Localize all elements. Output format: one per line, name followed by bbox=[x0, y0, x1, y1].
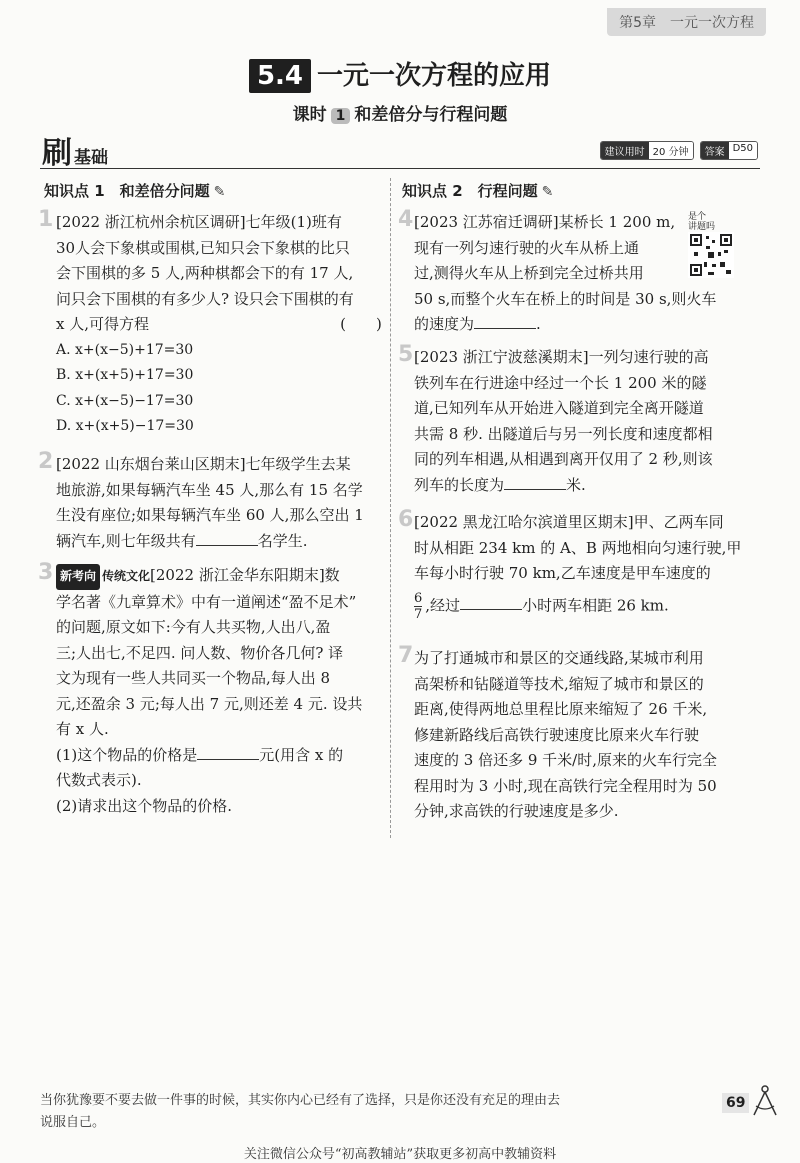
chapter-header: 第5章 一元一次方程 bbox=[607, 8, 766, 36]
q3-line: 代数式表示). bbox=[56, 771, 142, 789]
question-number-2: 2 bbox=[38, 449, 54, 474]
q3-text: [2022 浙江金华东阳期末]数 bbox=[150, 566, 340, 584]
q3-text: 元(用含 x 的 bbox=[259, 745, 344, 764]
option-b: B. x+(x+5)+17=30 bbox=[56, 367, 194, 383]
q3-first-line bbox=[56, 563, 386, 590]
q7-line: 为了打通城市和景区的交通线路,某城市利用 bbox=[414, 649, 704, 667]
q7-line: 高架桥和钻隧道等技术,缩短了城市和景区的 bbox=[414, 674, 704, 693]
q4-line: 过,测得火车从上桥到完全过桥共用 bbox=[414, 264, 644, 282]
q1-line: 问只会下围棋的有多少人? 设只会下围棋的有 bbox=[56, 289, 354, 308]
answer-blank bbox=[197, 745, 259, 760]
promo-line: 关注微信公众号“初高教辅站”获取更多初高中教辅资料 bbox=[243, 1147, 557, 1162]
q7-line: 距离,使得两地总里程比原来缩短了 26 千米, bbox=[414, 700, 708, 718]
q2-line: 地旅游,如果每辆汽车坐 45 人,那么有 15 名学 bbox=[56, 480, 363, 499]
q5-line: 同的列车相遇,从相遇到离开仅用了 2 秒,则该 bbox=[414, 450, 713, 468]
answer-label: 答案 bbox=[701, 142, 729, 159]
question-4 bbox=[414, 210, 744, 338]
question-number-5: 5 bbox=[398, 342, 414, 367]
time-label: 建议用时 bbox=[601, 142, 649, 159]
answer-blank bbox=[474, 314, 536, 329]
q1-line: 会下围棋的多 5 人,两种棋都会下的有 17 人, bbox=[56, 264, 354, 282]
q7-line: 速度的 3 倍还多 9 千米/时,原来的火车行完全 bbox=[414, 751, 717, 769]
section-number: 5.4 bbox=[249, 59, 311, 93]
knowledge-point-1 bbox=[44, 180, 225, 201]
time-box bbox=[600, 141, 694, 160]
q2-text: 辆汽车,则七年级共有 bbox=[56, 531, 196, 550]
qr-label-1: 是个 bbox=[688, 212, 707, 222]
q3-line: 的问题,原文如下:今有人共买物,人出八,盈 bbox=[56, 618, 331, 636]
meta-info bbox=[600, 141, 758, 160]
level-heading bbox=[42, 128, 108, 172]
q7-line: 程用时为 3 小时,现在高铁行完全程用时为 50 bbox=[414, 776, 717, 795]
qr-label-2: 讲题吗 bbox=[688, 222, 716, 232]
question-3 bbox=[56, 563, 386, 819]
q2-line: [2022 山东烟台莱山区期末]七年级学生去某 bbox=[56, 455, 351, 473]
answer-blank bbox=[504, 475, 566, 490]
answer-blank bbox=[460, 595, 522, 610]
question-7 bbox=[414, 646, 754, 825]
quote-line: 当你犹豫要不要去做一件事的时候，其实你内心已经有了选择，只是你还没有充足的理由去 bbox=[40, 1093, 561, 1108]
q2-last-line bbox=[56, 529, 386, 555]
kp2-title: 知识点 2 行程问题 bbox=[402, 182, 538, 200]
quote-line: 说服自己。 bbox=[40, 1115, 106, 1130]
answer-box bbox=[700, 141, 758, 160]
option-c: C. x+(x−5)−17=30 bbox=[56, 392, 194, 409]
q5-line: 道,已知列车从开始进入隧道到完全离开隧道 bbox=[414, 399, 704, 417]
q3-line: 元,还盈余 3 元;每人出 7 元,则还差 4 元. 设共 bbox=[56, 694, 363, 713]
q7-line: 修建新路线后高铁行驶速度比原来火车行驶 bbox=[414, 725, 700, 744]
new-trend-tag: 新考向 bbox=[56, 564, 100, 590]
q6-text: ,经过 bbox=[425, 596, 461, 614]
pencil-icon: ✎ bbox=[213, 184, 226, 200]
q5-text: 列车的长度为 bbox=[414, 475, 505, 494]
time-value: 20 分钟 bbox=[649, 142, 693, 159]
lesson-title bbox=[0, 100, 800, 125]
section-title-text: 一元一次方程的应用 bbox=[317, 61, 552, 91]
question-5 bbox=[414, 345, 754, 498]
q4-line: [2023 江苏宿迁调研]某桥长 1 200 m, bbox=[414, 213, 676, 231]
q3-text: (1)这个物品的价格是 bbox=[56, 745, 198, 764]
answer-blank bbox=[196, 531, 258, 546]
q5-last-line bbox=[414, 473, 754, 499]
pencil-icon: ✎ bbox=[541, 184, 554, 200]
q6-line: 车每小时行驶 70 km,乙车速度是甲车速度的 bbox=[414, 564, 711, 582]
q3-sub1 bbox=[56, 743, 386, 769]
header-rule bbox=[40, 168, 760, 169]
question-number-1: 1 bbox=[38, 207, 54, 232]
lesson-title-text: 和差倍分与行程问题 bbox=[354, 105, 508, 125]
q1-last-line bbox=[56, 312, 386, 338]
q5-line: 共需 8 秒. 出隧道后与另一列长度和速度都相 bbox=[414, 424, 713, 443]
option-d: D. x+(x+5)−17=30 bbox=[56, 418, 194, 434]
q2-text: 名学生. bbox=[257, 531, 308, 550]
q3-line: 文为现有一些人共同买一个物品,每人出 8 bbox=[56, 669, 331, 687]
q3-line: 三;人出七,不足四. 问人数、物价各几何? 译 bbox=[56, 643, 344, 662]
kp1-title: 知识点 1 和差倍分问题 bbox=[44, 182, 210, 200]
level-label: 基础 bbox=[74, 148, 108, 168]
q4-line: 现有一列匀速行驶的火车从桥上通 bbox=[414, 238, 640, 257]
q1-line: 30人会下象棋或围棋,已知只会下象棋的比只 bbox=[56, 238, 350, 257]
q6-line: 时从相距 234 km 的 A、B 两地相向匀速行驶,甲 bbox=[414, 538, 742, 557]
q5-text: 米. bbox=[566, 475, 586, 494]
question-2 bbox=[56, 452, 386, 554]
q1-line: x 人,可得方程 bbox=[56, 315, 149, 333]
q4-text: . bbox=[536, 315, 541, 333]
compass-icon bbox=[748, 1084, 782, 1118]
q1-line: [2022 浙江杭州余杭区调研]七年级(1)班有 bbox=[56, 213, 342, 231]
q6-last-line bbox=[414, 591, 754, 622]
question-1 bbox=[56, 210, 386, 440]
option-a: A. x+(x−5)+17=30 bbox=[56, 341, 194, 358]
q5-line: [2023 浙江宁波慈溪期末]一列匀速行驶的高 bbox=[414, 348, 709, 366]
question-number-6: 6 bbox=[398, 507, 414, 532]
lesson-number: 1 bbox=[331, 108, 351, 124]
q3-line: 有 x 人. bbox=[56, 720, 109, 738]
question-number-7: 7 bbox=[398, 643, 414, 668]
q4-line: 50 s,而整个火车在桥上的时间是 30 s,则火车 bbox=[414, 289, 717, 308]
q2-line: 生没有座位;如果每辆汽车坐 60 人,那么空出 1 bbox=[56, 506, 364, 524]
lesson-prefix: 课时 bbox=[292, 105, 327, 125]
page-number: 69 bbox=[722, 1093, 749, 1113]
question-number-4: 4 bbox=[398, 207, 414, 232]
section-title bbox=[0, 55, 800, 93]
footer-quote bbox=[40, 1090, 720, 1134]
q4-text: 的速度为 bbox=[414, 315, 475, 333]
q3-line: 学名著《九章算术》中有一道阐述“盈不足术” bbox=[56, 592, 357, 611]
question-6 bbox=[414, 510, 754, 622]
topic-tag: 传统文化 bbox=[102, 569, 151, 583]
q4-last-line bbox=[414, 312, 744, 338]
knowledge-point-2 bbox=[402, 180, 553, 201]
answer-paren: ( ) bbox=[340, 315, 382, 333]
question-number-3: 3 bbox=[38, 560, 54, 585]
column-divider bbox=[390, 178, 391, 838]
q7-line: 分钟,求高铁的行驶速度是多少. bbox=[414, 802, 619, 820]
fraction-numerator: 6 bbox=[414, 590, 423, 606]
fraction bbox=[414, 591, 422, 622]
q3-sub2: (2)请求出这个物品的价格. bbox=[56, 796, 233, 815]
answer-value: D50 bbox=[729, 142, 757, 159]
brush-char: 刷 bbox=[42, 136, 72, 171]
q6-text: 小时两车相距 26 km. bbox=[522, 596, 669, 614]
q6-line: [2022 黑龙江哈尔滨道里区期末]甲、乙两车同 bbox=[414, 513, 724, 531]
fraction-denominator: 7 bbox=[414, 606, 423, 622]
q5-line: 铁列车在行进途中经过一个长 1 200 米的隧 bbox=[414, 373, 707, 392]
